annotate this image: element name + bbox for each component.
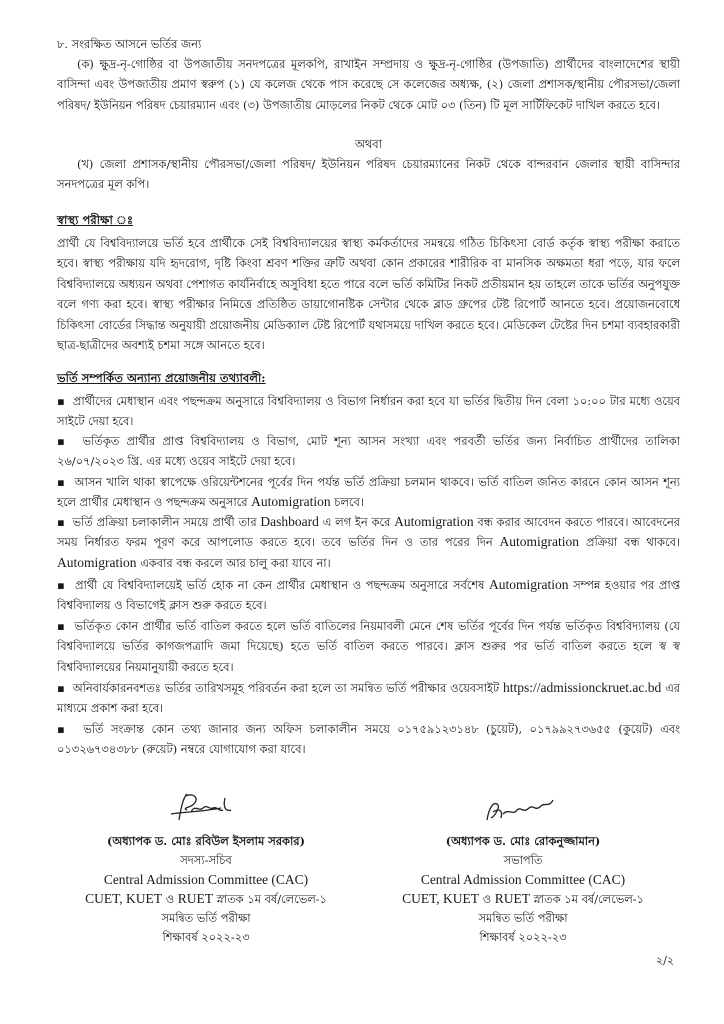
committee-name: Central Admission Committee (CAC) [420, 872, 626, 887]
bullet-text: ভর্তি সংক্রান্ত কোন তথ্য জানার জন্য অফিস চলাকালীন সময়ে ০১৭৫৯১২৩১৪৮ (চুয়েট), ০১৭৯৯২৭৩৬৫৫ (কুয়েট) এবং ০১৩২৬৭৩৪৩৮৮ (রুয়েট) নম্বরে যোগাযোগ করা যাবে। [57, 722, 680, 757]
automigration-term: Automigration [57, 554, 137, 570]
bullet-text: চলবে। [334, 495, 364, 510]
automigration-term: Automigration [394, 514, 474, 529]
info-bullet-1 [57, 391, 680, 432]
universities-en: CUET, KUET [402, 891, 480, 906]
automigration-term: Automigration [251, 494, 331, 510]
signatory-name: (অধ্যাপক ড. মোঃ রবিউল ইসলাম সরকার) [107, 834, 305, 848]
info-bullet-3 [57, 472, 680, 513]
conjunction: ও [482, 892, 492, 906]
university-ruet: RUET [177, 891, 213, 906]
bullet-text: একবার বন্ধ করলে আর চালু করা যাবে না। [140, 555, 331, 570]
universities-en: CUET, KUET [85, 891, 163, 906]
bullet-text: প্রার্থী যে বিশ্ববিদ্যালয়েই ভর্তি হোক না কেন প্রার্থীর মেধাস্থান ও পছন্দক্রম অনুসারে সর্বশেষ [74, 578, 485, 592]
university-ruet: RUET [494, 891, 530, 906]
page-number: ২/২ [656, 954, 675, 967]
section-8-title: ৮. সংরক্ষিত আসনে ভর্তির জন্য [57, 37, 202, 51]
signatory-role: সদস্য-সচিব [180, 853, 232, 867]
signatory-name: (অধ্যাপক ড. মোঃ রোকনুজ্জামান) [445, 834, 601, 848]
signatory-role: সভাপতি [503, 853, 543, 867]
signatory-chairman [373, 790, 673, 947]
section-8-ka-paragraph: (ক) ক্ষুদ্র-নৃ-গোষ্ঠির বা উপজাতীয় সনদপত্রের মূলকপি, রাখাইন সম্প্রদায় ও ক্ষুদ্র-নৃ-গোষ্ঠির (উপজাতি) প্রার্থীদের বাংলাদেশের স্থায়ী বাসিন্দা এবং উপজাতীয় প্রমাণ স্বরুপ (১) যে কলেজ থেকে পাস করেছে সে কলেজের অধ্যক্ষ, (২) জেলা প্রশাসক/স্থানীয় পৌরসভা/জেলা পরিষদ/ ইউনিয়ন পরিষদ চেয়ারম্যান এবং (৩) উপজাতীয় মোড়লের নিকট থেকে মোট ০৩ (তিন) টি মূল সার্টিফিকেট দাখিল করতে হবে। [57, 57, 680, 112]
bullet-text: প্রার্থীদের মেধাস্থান এবং পছন্দক্রম অনুসারে বিশ্ববিদ্যালয় ও বিভাগ নির্ধারন করা হবে যা ভর্তির দ্বিতীয় দিন বেলা ১০:০০ টার মধ্যে ওয়েব সাইটে দেয়া হবে। [57, 394, 680, 429]
info-bullet-5 [57, 575, 680, 616]
universities-line [56, 889, 356, 909]
bullet-text: অনিবার্যকারনবশতঃ ভর্তির তারিখসমূহ পরিবর্তন করা হলে তা সমন্বিত ভর্তি পরীক্ষার ওয়েবসাইট [72, 681, 500, 695]
level-text: স্নাতক ১ম বর্ষ/লেভেল-১ [216, 892, 327, 906]
other-info-heading: ভর্তি সম্পর্কিত অন্যান্য প্রয়োজনীয় তথ্যাবলী: [57, 371, 266, 385]
signature-image [473, 790, 573, 830]
signature-image [161, 790, 251, 830]
universities-line [373, 889, 673, 909]
section-8-or: অথবা [355, 137, 382, 151]
info-bullet-6 [57, 616, 680, 677]
exam-name: সমন্বিত ভর্তি পরীক্ষা [161, 911, 251, 925]
session-text: শিক্ষাবর্ষ ২০২২-২৩ [479, 930, 567, 944]
info-bullet-8 [57, 719, 680, 760]
bullet-text: আসন খালি থাকা স্বাপেক্ষে ওরিয়েন্টশনের পূর্বের দিন পর্যন্ত ভর্তি প্রক্রিয়া চলমান থাকবে। ভর্তি বাতিল জনিত কারনে কোন আসন শূন্য হলে প্রার্থীর মেধাস্থান ও পছন্দক্রম অনুসারে [57, 475, 680, 510]
level-text: স্নাতক ১ম বর্ষ/লেভেল-১ [533, 892, 644, 906]
committee-name: Central Admission Committee (CAC) [103, 872, 309, 887]
section-8-kha-paragraph: (খ) জেলা প্রশাসক/স্থানীয় পৌরসভা/জেলা পরিষদ/ ইউনিয়ন পরিষদ চেয়ারম্যানের নিকট থেকে বান্দরবান জেলার স্থায়ী বাসিন্দার সনদপত্রের মূল কপি। [57, 157, 680, 192]
bullet-text: ভর্তি প্রক্রিয়া চলাকালীন সময়ে প্রার্থী তার [72, 515, 257, 529]
conjunction: ও [165, 892, 175, 906]
bullet-text: এর মাধ্যমে প্রকাশ করা হবে। [57, 681, 681, 716]
bullet-text: এ লগ ইন করে [322, 515, 391, 529]
exam-name: সমন্বিত ভর্তি পরীক্ষা [478, 911, 568, 925]
bullet-text: প্রক্রিয়া বন্ধ থাকবে। [585, 535, 681, 550]
dashboard-term: Dashboard [260, 514, 319, 529]
info-bullet-4 [57, 512, 680, 573]
session-text: শিক্ষাবর্ষ ২০২২-২৩ [162, 930, 250, 944]
info-bullet-2 [57, 431, 680, 472]
info-bullet-7 [57, 678, 680, 719]
admission-website-link[interactable]: https://admissionckruet.ac.bd [502, 680, 662, 695]
bullet-text: বন্ধ করার আবেদন করতে পারবে। আবেদনের সময় নির্ধারত ফরম পূরণ করে আপলোড করতে হবে। তবে ভর্তির দিন ও তার পরের দিন [57, 515, 681, 550]
bullet-text: ভর্তিকৃত কোন প্রার্থীর ভর্তি বাতিল করতে হলে ভর্তি বাতিলের নিয়মাবলী মেনে শেষ ভর্তির পূর্বের দিন পর্যন্ত ভর্তিকৃত বিশ্ববিদ্যালয় (যে বিশ্ববিদ্যালয়ে ভর্তির কাগজপত্রাদি জমা দিয়েছে) হতে ভর্তি বাতিল করতে পারবে। ক্লাস শুরুর পর ভর্তি বাতিল করতে হলে স্ব স্ব বিশ্ববিদ্যালয়ের নিয়মানুযায়ী করতে হবে। [57, 619, 680, 674]
signatory-member-secretary [56, 790, 356, 947]
bullet-text: সম্পন্ন হওয়ার পর প্রাপ্ত বিশ্ববিদ্যালয় ও বিভাগেই ক্লাস শুরু করতে হবে। [57, 578, 681, 613]
automigration-term: Automigration [499, 534, 580, 550]
bullet-text: ভর্তিকৃত প্রার্থীর প্রাপ্ত বিশ্ববিদ্যালয় ও বিভাগ, মোট শূন্য আসন সংখ্যা এবং পরবর্তী ভর্তির জন্য নির্বাচিত প্রার্থীদের তালিকা ২৬/০৭/২০২৩ খ্রি. এর মধ্যে ওয়েব সাইটে দেয়া হবে। [57, 434, 680, 469]
health-check-paragraph: প্রার্থী যে বিশ্ববিদ্যালয়ে ভর্তি হবে প্রার্থীকে সেই বিশ্ববিদ্যালয়ের স্বাস্থ্য কর্মকর্তাদের সমন্বয়ে গঠিত চিকিৎসা বোর্ড কর্তৃক স্বাস্থ্য পরীক্ষা করাতে হবে। স্বাস্থ্য পরীক্ষায় যদি হৃদরোগ, দৃষ্টি কিংবা শ্রবণ শক্তির ত্রুটি অথবা কোন প্রকারের শারীরিক বা মানসিক অক্ষমতা ধরা পড়ে, যার ফলে বিশ্ববিদ্যালয়ে অধ্যয়ন অথবা পেশাগত কার্যনির্বাহে অসুবিধা হতে পারে বলে ভর্তি কমিটির নিকট প্রতীয়মান হয় তাহলে তাকে ভর্তির অনুপযুক্ত বলে গণ্য করা হবে। স্বাস্থ্য পরীক্ষার নিমিত্তে প্রতিষ্ঠিত ডায়াগোনষ্টিক সেন্টার থেকে ব্লাড গ্রুপের টেষ্ট রিপোর্ট আনতে হবে। প্রয়োজনবোধে চিকিৎসা বোর্ডের সিদ্ধান্ত অনুযায়ী প্রয়োজনীয় মেডিক্যাল টেষ্ট রিপোর্ট যথাসময়ে দাখিল করতে হবে। মেডিকেল টেষ্টের দিন চশমা ব্যবহারকারী ছাত্র-ছাত্রীদের অবশ্যই চশমা সঙ্গে আনতে হবে। [57, 236, 680, 353]
automigration-term: Automigration [489, 577, 569, 592]
health-check-heading: স্বাস্থ্য পরীক্ষা ঃ [57, 213, 134, 227]
